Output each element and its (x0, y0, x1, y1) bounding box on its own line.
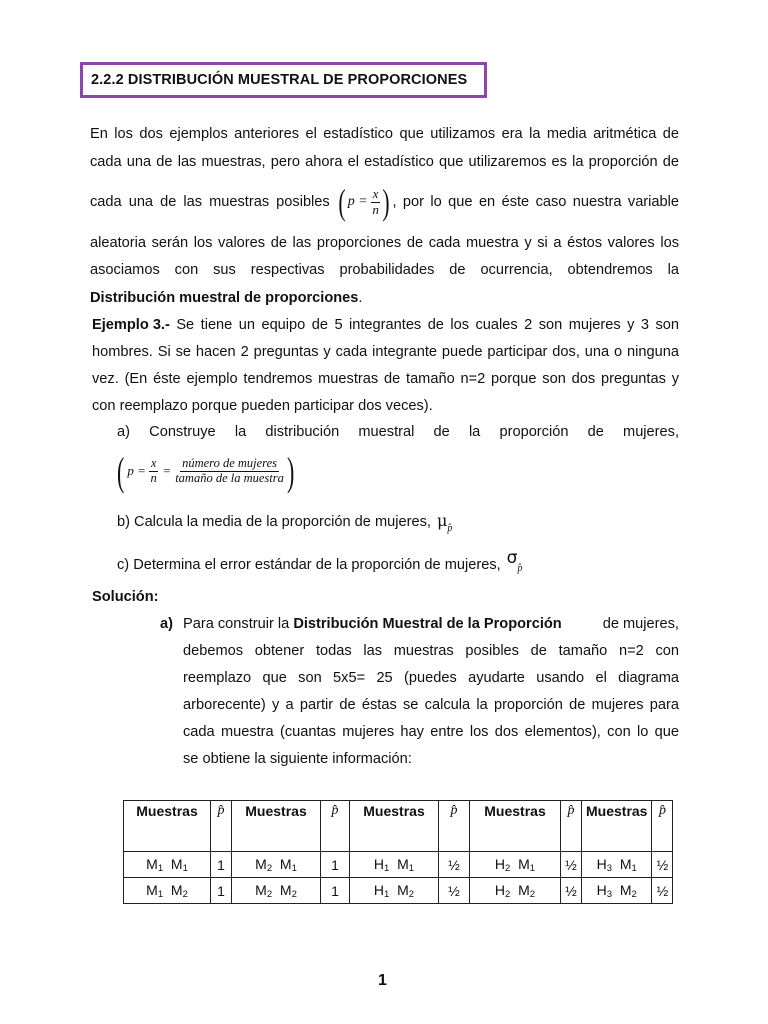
sample-subscript: 2 (529, 888, 536, 900)
sample-letter: M (146, 855, 158, 872)
sigma-subscript: p̂ (517, 563, 523, 574)
proportion-cell: ½ (561, 878, 582, 904)
sample-letter: M (255, 855, 267, 872)
sample-letter: M (397, 881, 409, 898)
solution-line-4: arborecente) y a partir de éstas se calcula la proporción de mujeres para (183, 697, 679, 713)
sample-cell (470, 852, 561, 878)
proportion-cell: 1 (321, 852, 350, 878)
sample-letter: H (494, 855, 506, 872)
sample-cell (124, 852, 211, 878)
sample-subscript: 2 (182, 888, 188, 900)
sample-cell (582, 878, 652, 904)
solution-line-1-pre: Para construir la (183, 616, 294, 632)
sample-subscript: 1 (157, 888, 164, 900)
sample-subscript: 2 (408, 888, 415, 900)
solution-line-1-post: de mujeres, (598, 616, 679, 632)
header-muestras: Muestras (124, 801, 211, 852)
solution-line-5: cada muestra (cuantas mujeres hay entre los dos elementos), con lo que (183, 724, 679, 740)
sample-cell (350, 878, 439, 904)
sample-letter: M (170, 881, 183, 898)
intro-line-3-end: , por lo que en éste caso nuestra variable (392, 194, 679, 210)
question-b-text: b) Calcula la media de la proporción de mujeres, (117, 514, 431, 530)
example-line-1 (92, 317, 679, 333)
proportion-formula-numerator: número de mujeres (182, 455, 277, 470)
header-muestras: Muestras (232, 801, 321, 852)
intro-line-3-start: cada una de las muestras posibles (90, 194, 330, 210)
sample-subscript: 1 (384, 862, 390, 874)
sample-letter: M (255, 881, 267, 898)
table-row (124, 852, 673, 878)
sample-cell (232, 878, 321, 904)
sample-subscript: 2 (291, 888, 297, 900)
intro-line-5: asociamos con sus respectivas probabilidades de ocurrencia, obtendremos la (90, 262, 679, 278)
proportion-formula-eq: = (162, 463, 172, 478)
proportion-cell: 1 (211, 852, 232, 878)
intro-line-2: cada una de las muestras, pero ahora el estadístico que utilizaremos es la proporción de (90, 154, 679, 170)
sample-subscript: 1 (182, 862, 188, 874)
sample-subscript: 2 (505, 862, 511, 874)
sample-letter: M (518, 855, 530, 872)
sample-subscript: 1 (631, 862, 637, 874)
p-formula-fraction (371, 187, 381, 217)
proportion-formula-x: x (150, 455, 157, 470)
sample-letter: M (170, 855, 183, 872)
sample-subscript: 3 (606, 888, 613, 900)
sample-letter: M (279, 881, 292, 898)
sample-cell (124, 878, 211, 904)
proportion-cell: ½ (652, 852, 673, 878)
table-row (124, 878, 673, 904)
section-title: 2.2.2 DISTRIBUCIÓN MUESTRAL DE PROPORCIONES (80, 62, 487, 98)
intro-line-6 (90, 290, 362, 306)
table-header-row (124, 801, 673, 852)
sample-subscript: 1 (384, 888, 390, 900)
proportion-cell: 1 (211, 878, 232, 904)
proportion-formula-words (175, 457, 284, 486)
sample-subscript: 1 (408, 862, 415, 874)
sample-letter: M (279, 855, 292, 872)
header-muestras: Muestras (470, 801, 561, 852)
proportion-formula-denominator: tamaño de la muestra (175, 470, 284, 485)
proportion-cell: ½ (439, 878, 470, 904)
sample-subscript: 1 (157, 862, 164, 874)
sample-subscript: 1 (529, 862, 536, 874)
example-line-4: con reemplazo porque pueden participar dos veces). (92, 398, 433, 414)
sample-cell (470, 878, 561, 904)
proportion-formula-xn (149, 457, 159, 486)
intro-line-4: aleatoria serán los valores de las proporciones de cada muestra y si a éstos valores los (90, 235, 679, 251)
sample-cell (582, 852, 652, 878)
sample-letter: M (619, 881, 632, 898)
intro-line-6-end: . (358, 290, 363, 306)
sample-subscript: 2 (505, 888, 511, 900)
question-c (117, 548, 523, 580)
header-muestras: Muestras (350, 801, 439, 852)
header-p-hat: p̂ (321, 801, 350, 852)
mu-symbol (437, 511, 452, 534)
sample-letter: H (494, 881, 506, 898)
proportion-cell: ½ (439, 852, 470, 878)
p-formula: ( p = $\frac{x}{n}$ ) (338, 182, 391, 222)
page-number: 1 (378, 972, 387, 989)
sample-cell (232, 852, 321, 878)
intro-line-3 (90, 180, 679, 224)
header-muestras: Muestras (582, 801, 652, 852)
proportion-formula-lhs: p = (127, 463, 146, 478)
sample-letter: M (146, 881, 158, 898)
solution-line-2: debemos obtener todas las muestras posibles de tamaño n=2 con (183, 643, 679, 659)
sample-letter: M (518, 881, 530, 898)
sample-subscript: 3 (606, 862, 613, 874)
sample-cell (350, 852, 439, 878)
proportion-formula-n: n (150, 470, 157, 485)
solution-line-1-bold: Distribución Muestral de la Proporción (293, 616, 562, 632)
mu-subscript: p̂ (447, 523, 453, 534)
header-p-hat: p̂ (652, 801, 673, 852)
question-a: a) Construye la distribución muestral de la proporción de mujeres, (117, 424, 679, 440)
sample-letter: H (373, 881, 385, 898)
proportion-cell: ½ (652, 878, 673, 904)
example-line-2: hombres. Si se hacen 2 preguntas y cada integrante puede participar dos, una o ninguna (92, 344, 679, 360)
example-label: Ejemplo 3.- (92, 317, 170, 333)
header-p-hat: p̂ (439, 801, 470, 852)
sample-letter: M (397, 855, 409, 872)
header-p-hat: p̂ (561, 801, 582, 852)
sample-subscript: 2 (266, 862, 273, 874)
proportion-cell: ½ (561, 852, 582, 878)
sample-subscript: 2 (266, 888, 273, 900)
distribution-term: Distribución muestral de proporciones (90, 290, 359, 306)
intro-line-1: En los dos ejemplos anteriores el estadístico que utilizamos era la media aritmética de (90, 126, 679, 142)
question-b (117, 511, 452, 534)
sample-subscript: 2 (631, 888, 637, 900)
sample-letter: H (596, 881, 607, 898)
proportions-table (123, 800, 673, 904)
solution-line-6: se obtiene la siguiente información: (183, 751, 412, 767)
example-line-1-text: Se tiene un equipo de 5 integrantes de los cuales 2 son mujeres y 3 son (169, 317, 679, 333)
sigma-glyph: σ (506, 548, 518, 568)
p-formula-lhs: p = (347, 194, 368, 209)
proportion-formula: ( p = $\frac{x}{n}$ = $\frac{\text{número de mujeres}}{\text{tamaño de la muestra}}$ ) (116, 448, 295, 494)
header-p-hat: p̂ (211, 801, 232, 852)
mu-glyph: μ (436, 511, 448, 530)
example-line-3: vez. (En éste ejemplo tendremos muestras de tamaño n=2 porque son dos preguntas y (92, 371, 679, 387)
proportion-cell: 1 (321, 878, 350, 904)
sample-letter: H (596, 855, 607, 872)
p-formula-num: x (372, 186, 379, 202)
solution-a-label: a) (160, 616, 173, 632)
solution-line-3: reemplazo que son 5x5= 25 (puedes ayudarte usando el diagrama (183, 670, 679, 686)
sample-subscript: 1 (291, 862, 297, 874)
sigma-symbol (507, 548, 523, 574)
sample-letter: M (619, 855, 632, 872)
p-formula-den: n (372, 201, 379, 217)
sample-letter: H (373, 855, 385, 872)
solution-label: Solución: (92, 589, 159, 605)
solution-line-1 (183, 616, 679, 632)
question-c-text: c) Determina el error estándar de la proporción de mujeres, (117, 557, 501, 573)
